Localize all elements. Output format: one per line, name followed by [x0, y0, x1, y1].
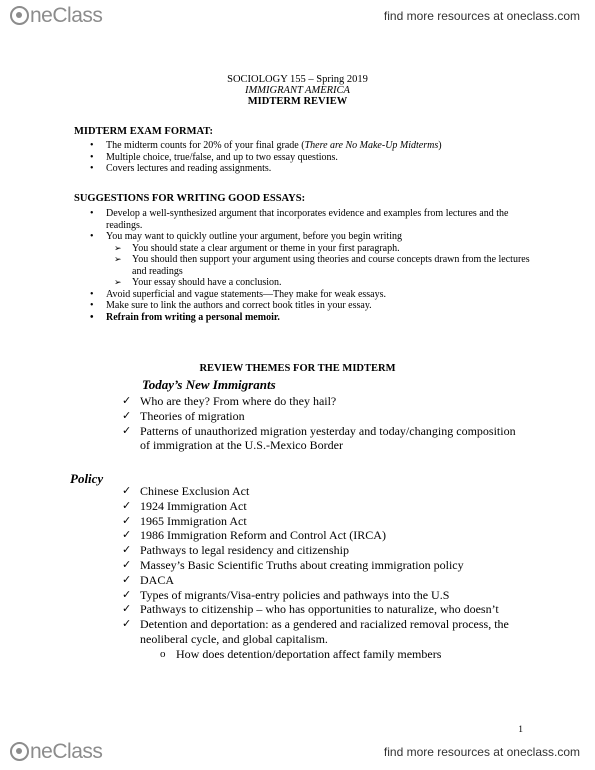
list-item: • You may want to quickly outline your argument, before you begin writing — [90, 231, 530, 243]
essays-list — [90, 208, 530, 323]
policy-heading: Policy — [70, 471, 104, 486]
new-immigrants-list — [120, 394, 520, 453]
new-immigrants-heading: Today’s New Immigrants — [142, 377, 276, 392]
exam-format-heading: MIDTERM EXAM FORMAT: — [74, 126, 214, 137]
list-item: ✓ Patterns of unauthorized migration yesterday and today/changing composition of immigration at the U.S.-Mexico Border — [120, 424, 520, 454]
list-item: • Multiple choice, true/false, and up to two essay questions. — [90, 152, 530, 164]
list-item: ✓ Chinese Exclusion Act — [120, 484, 520, 499]
bottom-banner — [0, 734, 595, 770]
themes-title: REVIEW THEMES FOR THE MIDTERM — [199, 363, 396, 374]
list-item: • Develop a well-synthesized argument that incorporates evidence and examples from lectures and the readings. — [90, 208, 530, 231]
list-item: ✓ Detention and deportation: as a gendered and racialized removal process, the neoliberal cycle, and global capitalism. — [120, 617, 520, 647]
list-item: ✓ Who are they? From where do they hail? — [120, 394, 520, 409]
find-resources-link[interactable]: find more resources at oneclass.com — [383, 9, 580, 23]
list-item: ➢ You should then support your argument using theories and course concepts drawn from the lectures and readings — [90, 254, 530, 277]
list-item: ✓ 1986 Immigration Reform and Control Act (IRCA) — [120, 528, 520, 543]
logo-circle-icon — [10, 742, 29, 761]
list-item: ✓ Pathways to citizenship – who has opportunities to naturalize, who doesn’t — [120, 602, 520, 617]
policy-list — [120, 484, 520, 662]
list-item: ✓ 1924 Immigration Act — [120, 499, 520, 514]
essays-heading: SUGGESTIONS FOR WRITING GOOD ESSAYS: — [74, 193, 306, 204]
document-header — [0, 74, 595, 107]
list-item: ✓ Types of migrants/Visa-entry policies and pathways into the U.S — [120, 588, 520, 603]
list-item: • Make sure to link the authors and correct book titles in your essay. — [90, 300, 530, 312]
list-item: • Avoid superficial and vague statements—They make for weak essays. — [90, 289, 530, 301]
list-item: ➢ You should state a clear argument or theme in your first paragraph. — [90, 243, 530, 255]
logo-circle-icon — [10, 6, 29, 25]
list-item: • The midterm counts for 20% of your final grade (There are No Make-Up Midterms) — [90, 140, 530, 152]
list-item: ✓ Theories of migration — [120, 409, 520, 424]
course-title: SOCIOLOGY 155 – Spring 2019 — [227, 74, 368, 85]
top-banner — [0, 0, 595, 34]
course-subtitle: IMMIGRANT AMERICA — [245, 85, 350, 96]
logo-text: neClass — [30, 4, 103, 27]
list-item: ✓ 1965 Immigration Act — [120, 514, 520, 529]
logo-text: neClass — [30, 740, 103, 763]
list-item: ✓ Massey’s Basic Scientific Truths about creating immigration policy — [120, 558, 520, 573]
list-item: • Covers lectures and reading assignments. — [90, 163, 530, 175]
list-item: o How does detention/deportation affect family members — [120, 647, 520, 662]
exam-format-list — [90, 140, 530, 175]
list-item: ✓ DACA — [120, 573, 520, 588]
list-item: ✓ Pathways to legal residency and citizenship — [120, 543, 520, 558]
oneclass-logo[interactable] — [10, 4, 102, 28]
document-title: MIDTERM REVIEW — [247, 96, 348, 107]
page-number: 1 — [518, 725, 523, 735]
list-item: ➢ Your essay should have a conclusion. — [90, 277, 530, 289]
find-resources-link[interactable]: find more resources at oneclass.com — [383, 745, 580, 759]
list-item: • Refrain from writing a personal memoir. — [90, 312, 530, 324]
oneclass-logo[interactable] — [10, 740, 102, 764]
